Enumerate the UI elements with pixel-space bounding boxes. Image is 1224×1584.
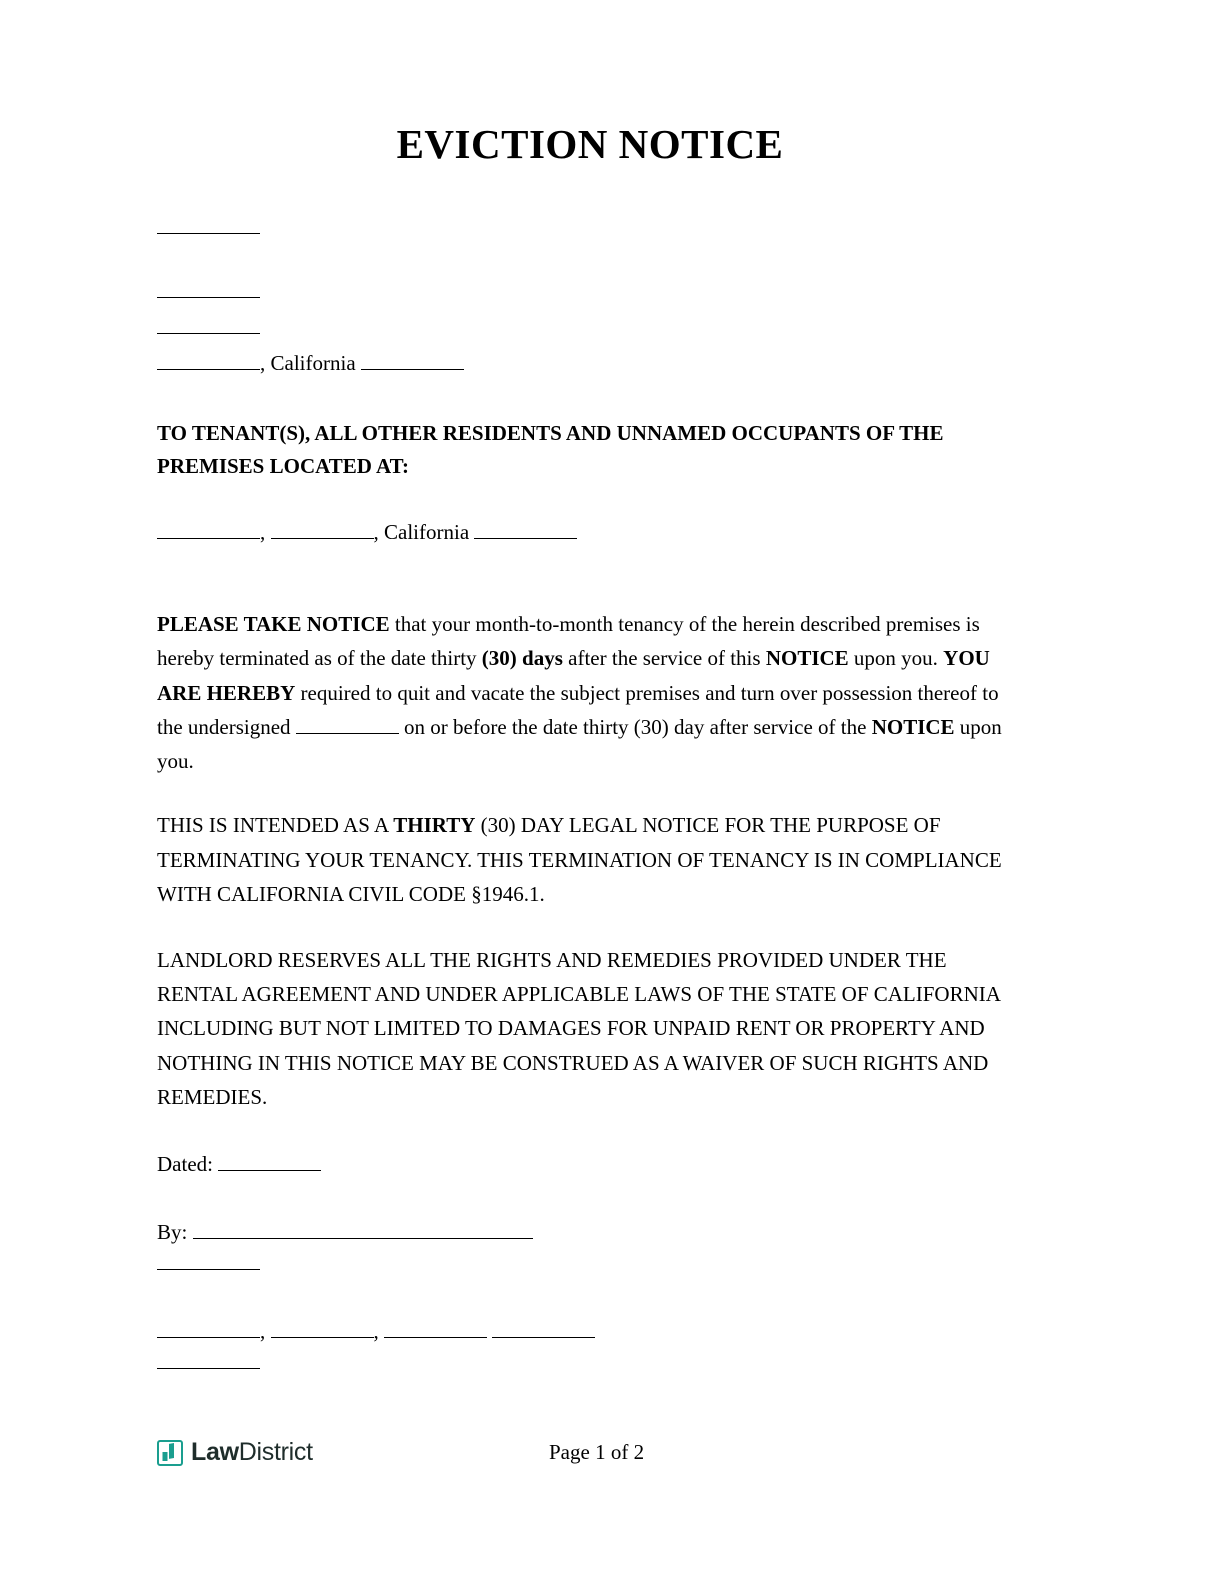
sender-address-block — [157, 215, 1023, 387]
p1-b1: (30) days — [481, 646, 563, 671]
page-footer — [157, 1438, 1023, 1478]
p1-b3: YOU ARE HEREBY — [157, 646, 990, 705]
dated-label: Dated: — [157, 1152, 213, 1177]
p2-b1: THIRTY — [393, 813, 476, 838]
paragraph-landlord-rights: LANDLORD RESERVES ALL THE RIGHTS AND REMEDIES PROVIDED UNDER THE RENTAL AGREEMENT AND UNDER APPLICABLE LAWS OF THE STATE OF CALIFORNIA INCLUDING BUT NOT LIMITED TO DAMAGES FOR UNPAID RENT OR PROPERTY AND NOTHING IN THIS NOTICE MAY BE CONSTRUED AS A WAIVER OF SUCH RIGHTS AND REMEDIES. — [157, 947, 1000, 1109]
signer-name-line — [157, 1248, 1023, 1280]
lawdistrict-logo — [157, 1438, 313, 1467]
p1-b2: NOTICE — [765, 646, 849, 671]
document-body — [157, 0, 1023, 1379]
signer-address-extra-line — [157, 1347, 1023, 1379]
lawdistrict-wordmark — [191, 1438, 313, 1467]
recipient-heading: TO TENANT(S), ALL OTHER RESIDENTS AND UNNAMED OCCUPANTS OF THE PREMISES LOCATED AT: — [157, 421, 944, 478]
p1-t2: after the service of this — [562, 646, 766, 671]
sender-address-line-2 — [157, 279, 1023, 315]
brand-law: Law — [191, 1438, 239, 1466]
p1-t6: upon you. — [157, 714, 1002, 774]
sender-address-line-3 — [157, 315, 1023, 351]
p1-t4: required to quit and vacate the subject premises and turn over possession thereof to the undersigned — [157, 680, 999, 739]
undersigned-blank — [296, 715, 399, 734]
signature-line — [157, 1217, 1023, 1249]
sender-address-line-1 — [157, 215, 1023, 251]
p2-t1: THIS IS INTENDED AS A — [157, 813, 394, 838]
paragraph-take-notice — [157, 607, 1023, 778]
sender-state: California — [270, 350, 356, 375]
by-label: By: — [157, 1219, 188, 1244]
p1-b4: NOTICE — [871, 714, 955, 739]
paragraph-thirty-day — [157, 808, 1023, 911]
dated-line — [157, 1149, 1023, 1181]
p1-t5: on or before the date thirty (30) day after service of the — [398, 714, 872, 739]
sender-comma: , — [260, 350, 271, 375]
take-notice-lead: PLEASE TAKE NOTICE — [157, 612, 390, 637]
dated-blank — [218, 1152, 321, 1171]
brand-district: District — [238, 1438, 313, 1466]
premises-address: , , California — [157, 520, 1023, 545]
lawdistrict-mark-icon — [157, 1440, 183, 1466]
signature-blank — [193, 1220, 533, 1239]
premises-state: California — [384, 520, 470, 545]
signer-address-line: , , — [157, 1316, 1023, 1348]
p1-t1: that your month-to-month tenancy of the herein described premises is hereby terminated as of the date thirty — [157, 612, 980, 671]
sender-city-state-zip — [157, 351, 1023, 387]
p2-t2: (30) DAY LEGAL NOTICE FOR THE PURPOSE OF TERMINATING YOUR TENANCY. THIS TERMINATION OF TENANCY IS IN COMPLIANCE WITH CALIFORNIA CIVIL CODE §1946.1. — [157, 813, 1002, 906]
page-indicator: Page 1 of 2 — [549, 1440, 645, 1464]
p1-t3: upon you. — [848, 646, 944, 671]
page-title: EVICTION NOTICE — [396, 121, 784, 167]
